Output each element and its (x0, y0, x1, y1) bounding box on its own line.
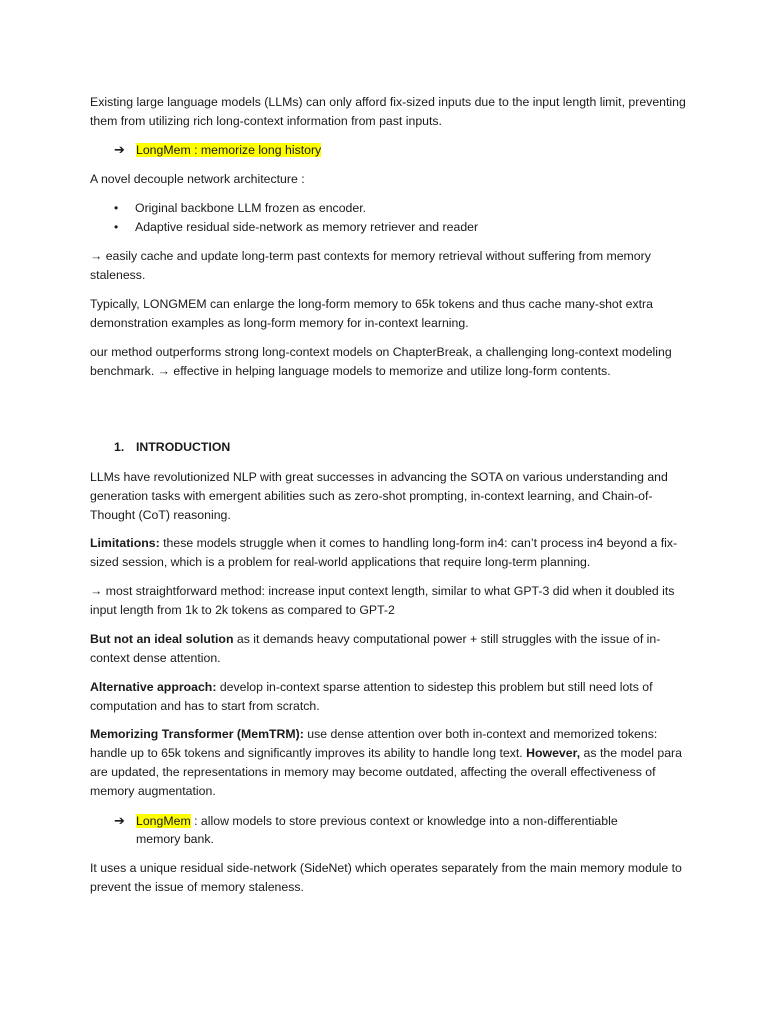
intro-paragraph-1: LLMs have revolutionized NLP with great successes in advancing the SOTA on various understanding and generation tasks with emergent abilities such as zero-shot prompting, in-context learning, and Chain-of-Thought (CoT) reasoning. (90, 470, 668, 522)
bullet-icon: • (114, 201, 119, 215)
abstract-paragraph-2: A novel decouple network architecture : (90, 172, 305, 186)
arrow-point-continuation: memory bank. (136, 832, 214, 846)
bullet-icon: • (114, 220, 119, 234)
abstract-paragraph-3: → easily cache and update long-term past contexts for memory retrieval without suffering from memory staleness. (90, 249, 651, 282)
arrow-point-longmem (114, 140, 694, 160)
section-title: INTRODUCTION (136, 440, 231, 454)
arrow-point-longmem-2: ➔ LongMem : allow models to store previous context or knowledge into a non-differentiable (114, 813, 618, 828)
intro-paragraph-limitations: Limitations: these models struggle when it comes to handling long-form in4: can’t process in4 beyond a fix-sized session, which is a problem for real-world applications that require long-term planning. (90, 536, 678, 569)
intro-paragraph-sidenet: It uses a unique residual side-network (SideNet) which operates separately from the main memory module to prevent the issue of memory staleness. (90, 861, 682, 894)
abstract-paragraph-1: Existing large language models (LLMs) can only afford fix-sized inputs due to the input length limit, preventing them from utilizing rich long-context information from past inputs. (90, 95, 686, 128)
arrow-right-icon: ➔ (114, 142, 125, 157)
highlighted-text: LongMem (136, 814, 191, 828)
abstract-paragraph-4: Typically, LONGMEM can enlarge the long-form memory to 65k tokens and thus cache many-shot extra demonstration examples as long-form memory for in-context learning. (90, 297, 653, 330)
bullet-list (90, 199, 478, 237)
list-item: • Original backbone LLM frozen as encoder. (90, 199, 478, 218)
list-item: • Adaptive residual side-network as memory retriever and reader (90, 218, 478, 237)
intro-paragraph-memtrm: Memorizing Transformer (MemTRM): use dense attention over both in-context and memorized tokens: handle up to 65k tokens and significantly improves its ability to handle long text. However, as the model para are updated, the representations in memory may become outdated, affecting the overall effectiveness of memory augmentation. (90, 727, 682, 798)
intro-paragraph-not-ideal: But not an ideal solution as it demands heavy computational power + still struggles with the issue of in-context dense attention. (90, 632, 661, 665)
arrow-right-icon: ➔ (114, 813, 125, 828)
section-number: 1. (114, 440, 125, 454)
abstract-paragraph-5: our method outperforms strong long-context models on ChapterBreak, a challenging long-context modeling benchmark. → effective in helping language models to memorize and utilize long-form contents. (90, 345, 672, 378)
highlighted-text: LongMem : memorize long history (136, 143, 322, 157)
section-heading (114, 438, 230, 457)
intro-paragraph-alternative: Alternative approach: develop in-context sparse attention to sidestep this problem but still need lots of computation and has to start from scratch. (90, 680, 653, 713)
intro-paragraph-3: → most straightforward method: increase input context length, similar to what GPT-3 did when it doubled its input length from 1k to 2k tokens as compared to GPT-2 (90, 584, 675, 617)
